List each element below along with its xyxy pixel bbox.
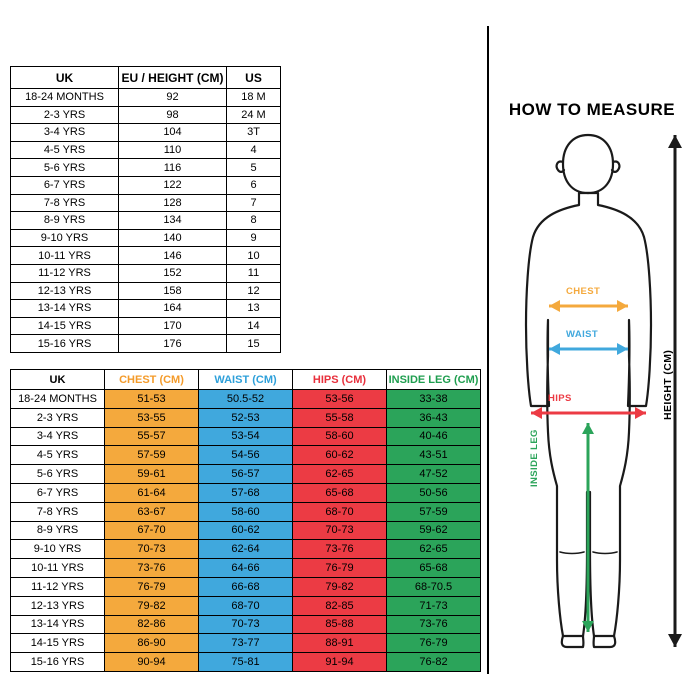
cell-chest: 90-94: [105, 653, 199, 672]
cell-hips: 58-60: [293, 427, 387, 446]
column-header-hips: HIPS (CM): [293, 370, 387, 390]
cell-uk: 14-15 YRS: [11, 317, 119, 335]
cell-chest: 86-90: [105, 634, 199, 653]
cell-uk: 7-8 YRS: [11, 194, 119, 212]
cell-hips: 85-88: [293, 615, 387, 634]
table-row: [11, 282, 281, 300]
column-header-waist: WAIST (CM): [199, 370, 293, 390]
body-measurement-table: [10, 369, 481, 672]
cell-waist: 62-64: [199, 540, 293, 559]
table-header-row: [11, 67, 281, 89]
cell-us: 11: [227, 264, 281, 282]
cell-uk: 7-8 YRS: [11, 502, 105, 521]
cell-waist: 66-68: [199, 577, 293, 596]
cell-us: 14: [227, 317, 281, 335]
cell-waist: 50.5-52: [199, 390, 293, 409]
table-row: [11, 596, 481, 615]
cell-inside-leg: 50-56: [387, 483, 481, 502]
cell-us: 12: [227, 282, 281, 300]
cell-chest: 79-82: [105, 596, 199, 615]
table-row: [11, 300, 281, 318]
cell-us: 8: [227, 212, 281, 230]
cell-hips: 53-56: [293, 390, 387, 409]
cell-chest: 57-59: [105, 446, 199, 465]
cell-uk: 11-12 YRS: [11, 264, 119, 282]
cell-inside-leg: 43-51: [387, 446, 481, 465]
size-conversion-table: [10, 66, 281, 353]
cell-inside-leg: 71-73: [387, 596, 481, 615]
cell-eu: 140: [119, 229, 227, 247]
cell-uk: 10-11 YRS: [11, 247, 119, 265]
cell-uk: 4-5 YRS: [11, 446, 105, 465]
chest-label: CHEST: [566, 286, 601, 297]
cell-uk: 13-14 YRS: [11, 300, 119, 318]
cell-eu: 110: [119, 141, 227, 159]
column-header-eu: EU / HEIGHT (CM): [119, 67, 227, 89]
cell-uk: 9-10 YRS: [11, 229, 119, 247]
cell-us: 10: [227, 247, 281, 265]
cell-waist: 64-66: [199, 559, 293, 578]
cell-eu: 122: [119, 176, 227, 194]
cell-eu: 104: [119, 124, 227, 142]
cell-uk: 10-11 YRS: [11, 559, 105, 578]
cell-inside-leg: 57-59: [387, 502, 481, 521]
table-row: [11, 264, 281, 282]
cell-uk: 2-3 YRS: [11, 106, 119, 124]
cell-eu: 176: [119, 335, 227, 353]
chest-measure-arrow: [549, 300, 628, 312]
cell-us: 4: [227, 141, 281, 159]
cell-eu: 128: [119, 194, 227, 212]
cell-inside-leg: 76-82: [387, 653, 481, 672]
cell-inside-leg: 33-38: [387, 390, 481, 409]
cell-us: 5: [227, 159, 281, 177]
table-row: [11, 89, 281, 107]
cell-hips: 88-91: [293, 634, 387, 653]
cell-eu: 158: [119, 282, 227, 300]
table-row: [11, 408, 481, 427]
cell-uk: 8-9 YRS: [11, 521, 105, 540]
cell-inside-leg: 62-65: [387, 540, 481, 559]
cell-uk: 11-12 YRS: [11, 577, 105, 596]
cell-chest: 51-53: [105, 390, 199, 409]
table-row: [11, 124, 281, 142]
cell-eu: 146: [119, 247, 227, 265]
cell-waist: 53-54: [199, 427, 293, 446]
table-row: [11, 317, 281, 335]
cell-waist: 57-68: [199, 483, 293, 502]
inside-leg-label: INSIDE LEG: [529, 429, 540, 487]
cell-uk: 18-24 MONTHS: [11, 89, 119, 107]
cell-chest: 67-70: [105, 521, 199, 540]
height-label: HEIGHT (CM): [662, 349, 674, 420]
cell-hips: 65-68: [293, 483, 387, 502]
table-row: [11, 176, 281, 194]
table-row: [11, 577, 481, 596]
cell-chest: 73-76: [105, 559, 199, 578]
table-row: [11, 446, 481, 465]
inside-leg-measure-arrow: [582, 423, 594, 632]
cell-hips: 70-73: [293, 521, 387, 540]
column-header-chest: CHEST (CM): [105, 370, 199, 390]
cell-inside-leg: 59-62: [387, 521, 481, 540]
cell-eu: 170: [119, 317, 227, 335]
cell-uk: 9-10 YRS: [11, 540, 105, 559]
cell-uk: 3-4 YRS: [11, 124, 119, 142]
cell-chest: 82-86: [105, 615, 199, 634]
cell-waist: 70-73: [199, 615, 293, 634]
cell-uk: 12-13 YRS: [11, 596, 105, 615]
cell-hips: 62-65: [293, 465, 387, 484]
cell-chest: 70-73: [105, 540, 199, 559]
cell-uk: 5-6 YRS: [11, 465, 105, 484]
column-header-uk: UK: [11, 370, 105, 390]
cell-eu: 164: [119, 300, 227, 318]
column-header-uk: UK: [11, 67, 119, 89]
cell-uk: 18-24 MONTHS: [11, 390, 105, 409]
cell-hips: 76-79: [293, 559, 387, 578]
cell-inside-leg: 65-68: [387, 559, 481, 578]
how-to-measure-title: HOW TO MEASURE: [508, 100, 676, 119]
table-row: [11, 141, 281, 159]
table-row: [11, 427, 481, 446]
cell-chest: 53-55: [105, 408, 199, 427]
cell-us: 15: [227, 335, 281, 353]
table-row: [11, 502, 481, 521]
cell-us: 7: [227, 194, 281, 212]
column-header-us: US: [227, 67, 281, 89]
cell-inside-leg: 40-46: [387, 427, 481, 446]
column-header-inside-leg: INSIDE LEG (CM): [387, 370, 481, 390]
cell-waist: 56-57: [199, 465, 293, 484]
cell-inside-leg: 68-70.5: [387, 577, 481, 596]
cell-us: 18 M: [227, 89, 281, 107]
cell-eu: 92: [119, 89, 227, 107]
cell-uk: 15-16 YRS: [11, 653, 105, 672]
cell-eu: 116: [119, 159, 227, 177]
cell-inside-leg: 73-76: [387, 615, 481, 634]
table-row: [11, 521, 481, 540]
cell-inside-leg: 47-52: [387, 465, 481, 484]
cell-hips: 73-76: [293, 540, 387, 559]
table-row: [11, 483, 481, 502]
cell-waist: 52-53: [199, 408, 293, 427]
cell-uk: 13-14 YRS: [11, 615, 105, 634]
cell-waist: 73-77: [199, 634, 293, 653]
cell-chest: 61-64: [105, 483, 199, 502]
cell-hips: 82-85: [293, 596, 387, 615]
cell-waist: 75-81: [199, 653, 293, 672]
table-row: [11, 159, 281, 177]
table-row: [11, 390, 481, 409]
cell-uk: 4-5 YRS: [11, 141, 119, 159]
cell-us: 6: [227, 176, 281, 194]
cell-hips: 79-82: [293, 577, 387, 596]
table-row: [11, 212, 281, 230]
cell-us: 9: [227, 229, 281, 247]
cell-uk: 15-16 YRS: [11, 335, 119, 353]
cell-uk: 6-7 YRS: [11, 176, 119, 194]
cell-chest: 76-79: [105, 577, 199, 596]
table-header-row: [11, 370, 481, 390]
cell-us: 24 M: [227, 106, 281, 124]
cell-chest: 55-57: [105, 427, 199, 446]
cell-hips: 60-62: [293, 446, 387, 465]
table-row: [11, 559, 481, 578]
waist-measure-arrow: [549, 343, 628, 355]
cell-uk: 5-6 YRS: [11, 159, 119, 177]
cell-uk: 2-3 YRS: [11, 408, 105, 427]
cell-uk: 8-9 YRS: [11, 212, 119, 230]
cell-waist: 60-62: [199, 521, 293, 540]
cell-uk: 14-15 YRS: [11, 634, 105, 653]
cell-hips: 68-70: [293, 502, 387, 521]
cell-uk: 6-7 YRS: [11, 483, 105, 502]
cell-waist: 58-60: [199, 502, 293, 521]
cell-us: 13: [227, 300, 281, 318]
waist-label: WAIST: [566, 329, 599, 340]
cell-inside-leg: 76-79: [387, 634, 481, 653]
cell-hips: 91-94: [293, 653, 387, 672]
table-row: [11, 229, 281, 247]
cell-uk: 12-13 YRS: [11, 282, 119, 300]
table-row: [11, 247, 281, 265]
cell-eu: 152: [119, 264, 227, 282]
table-row: [11, 634, 481, 653]
cell-waist: 54-56: [199, 446, 293, 465]
table-row: [11, 653, 481, 672]
cell-eu: 134: [119, 212, 227, 230]
hips-label: HIPS: [548, 393, 572, 404]
cell-us: 3T: [227, 124, 281, 142]
cell-eu: 98: [119, 106, 227, 124]
cell-inside-leg: 36-43: [387, 408, 481, 427]
table-row: [11, 465, 481, 484]
cell-chest: 63-67: [105, 502, 199, 521]
table-row: [11, 106, 281, 124]
table-row: [11, 615, 481, 634]
cell-chest: 59-61: [105, 465, 199, 484]
table-row: [11, 540, 481, 559]
cell-uk: 3-4 YRS: [11, 427, 105, 446]
table-row: [11, 194, 281, 212]
cell-hips: 55-58: [293, 408, 387, 427]
table-row: [11, 335, 281, 353]
cell-waist: 68-70: [199, 596, 293, 615]
